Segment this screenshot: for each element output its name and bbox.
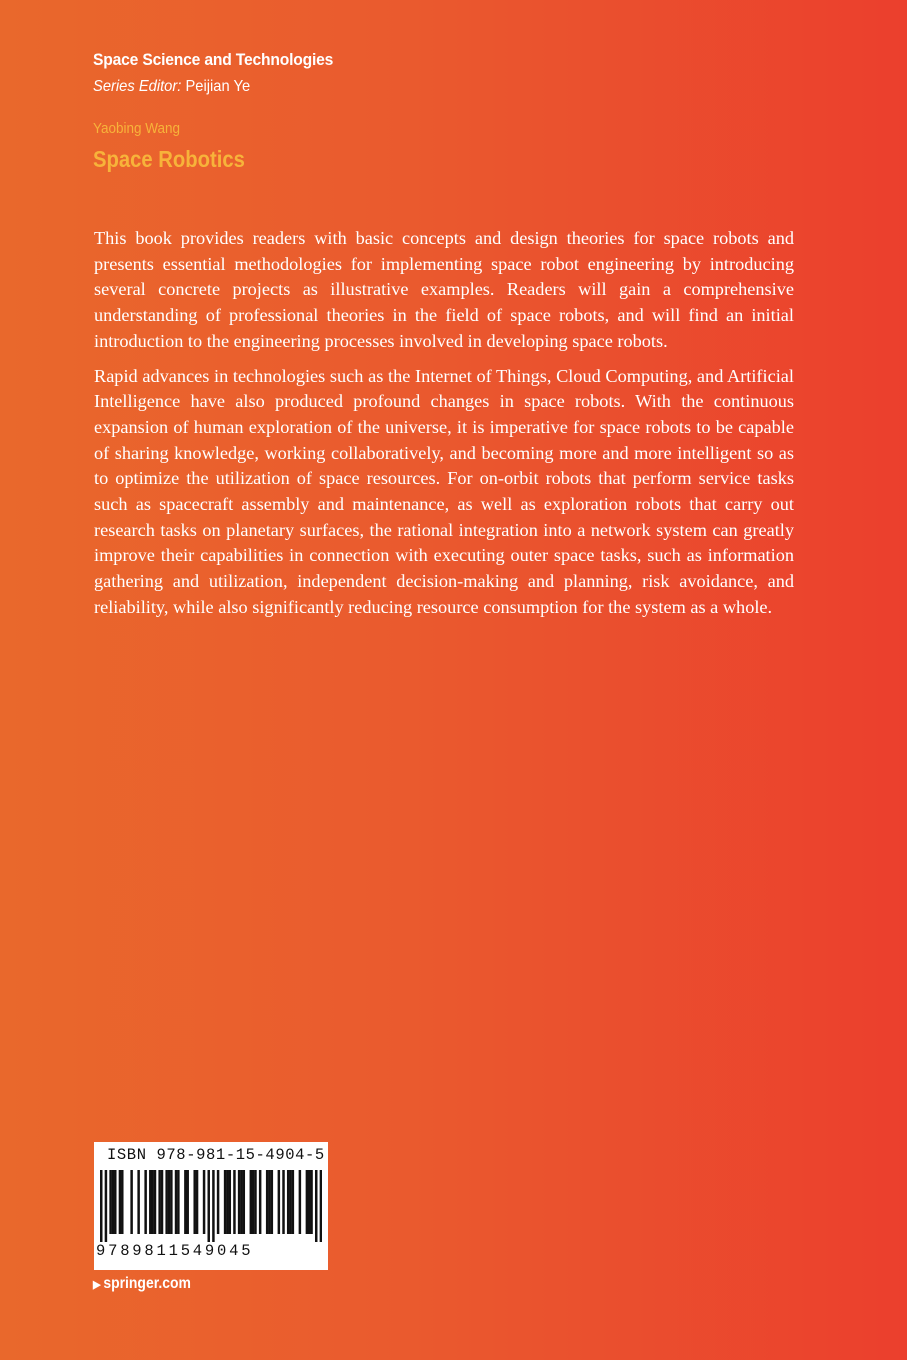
series-editor-label: Series Editor: (93, 78, 182, 95)
barcode-bar (175, 1170, 177, 1234)
barcode-bar (114, 1170, 116, 1234)
barcode-bar (306, 1170, 308, 1234)
book-author: Yaobing Wang (93, 120, 181, 137)
barcode-bars-graphic (100, 1170, 322, 1242)
barcode-bar (259, 1170, 261, 1234)
triangle-right-icon: ▶ (93, 1279, 101, 1291)
series-block (93, 47, 354, 101)
series-editor (93, 73, 333, 101)
barcode-bar (240, 1170, 242, 1234)
description-paragraph-1: This book provides readers with basic concepts and design theories for space robots and presents essential methodologies for implementing space robot engineering by introducing several concrete projects as illustrative examples. Readers will gain a comprehensive understanding of professional theories in the field of space robots, and will find an initial introduction to the engineering processes involved in developing space robots. (94, 228, 794, 351)
barcode-digits: 9789811549045 (96, 1242, 254, 1260)
isbn-barcode (94, 1142, 328, 1270)
barcode-bar (203, 1170, 205, 1234)
barcode-bar (154, 1170, 156, 1234)
book-description (94, 226, 794, 630)
barcode-bar (299, 1170, 301, 1234)
barcode-bar (151, 1170, 153, 1234)
barcode-bar (233, 1170, 235, 1234)
barcode-bar (212, 1170, 214, 1242)
series-title: Space Science and Technologies (93, 50, 334, 69)
book-title: Space Robotics (93, 146, 245, 172)
barcode-bar (184, 1170, 186, 1234)
barcode-bar (250, 1170, 252, 1234)
barcode-bar (243, 1170, 245, 1234)
barcode-bar (217, 1170, 219, 1234)
barcode-bar (238, 1170, 240, 1234)
barcode-bar (271, 1170, 273, 1234)
publisher-url: springer.com (103, 1275, 191, 1292)
barcode-bar (207, 1170, 209, 1242)
barcode-bar (320, 1170, 322, 1242)
barcode-bar (170, 1170, 172, 1234)
barcode-bar (100, 1170, 102, 1242)
barcode-bar (282, 1170, 284, 1234)
barcode-bar (161, 1170, 163, 1234)
barcode-bar (165, 1170, 167, 1234)
barcode-bar (168, 1170, 170, 1234)
barcode-bar (112, 1170, 114, 1234)
barcode-bar (177, 1170, 179, 1234)
barcode-bar (119, 1170, 121, 1234)
barcode-bar (315, 1170, 317, 1242)
barcode-bar (287, 1170, 289, 1234)
barcode-bar (226, 1170, 228, 1234)
description-paragraph-2: Rapid advances in technologies such as the Internet of Things, Cloud Computing, and Artificial Intelligence have also produced profound changes in space robots. With the continuous expansion of human exploration of the universe, it is imperative for space robots to be capable of sharing knowledge, working collaboratively, and becoming more and more intelligent so as to optimize the utilization of space resources. For on-orbit robots that perform service tasks such as spacecraft assembly and maintenance, as well as exploration robots that carry out research tasks on planetary surfaces, the rational integration into a network system can greatly improve their capabilities in connection with executing outer space tasks, such as information gathering and utilization, independent decision-making and planning, risk avoidance, and reliability, while also significantly reducing resource consumption for the system as a whole. (94, 365, 794, 617)
barcode-bar (224, 1170, 226, 1234)
barcode-bar (268, 1170, 270, 1234)
barcode-bar (310, 1170, 312, 1234)
barcode-bar (252, 1170, 254, 1234)
barcode-bar (149, 1170, 151, 1234)
barcode-bar (289, 1170, 291, 1234)
barcode-bar (229, 1170, 231, 1234)
barcode-bar (109, 1170, 111, 1234)
barcode-bar (158, 1170, 160, 1234)
barcode-bar (308, 1170, 310, 1234)
barcode-bar (144, 1170, 146, 1234)
barcode-bar (278, 1170, 280, 1234)
series-editor-name: Peijian Ye (185, 78, 251, 95)
barcode-bar (130, 1170, 132, 1234)
barcode-bar (121, 1170, 123, 1234)
isbn-label: ISBN 978-981-15-4904-5 (107, 1146, 325, 1164)
barcode-bar (186, 1170, 188, 1234)
barcode-bar (196, 1170, 198, 1234)
barcode-bar (266, 1170, 268, 1234)
publisher-link[interactable] (93, 1275, 191, 1293)
barcode-bar (137, 1170, 139, 1234)
barcode-bar (193, 1170, 195, 1234)
barcode-bar (105, 1170, 107, 1242)
barcode-bar (254, 1170, 256, 1234)
barcode-bar (292, 1170, 294, 1234)
